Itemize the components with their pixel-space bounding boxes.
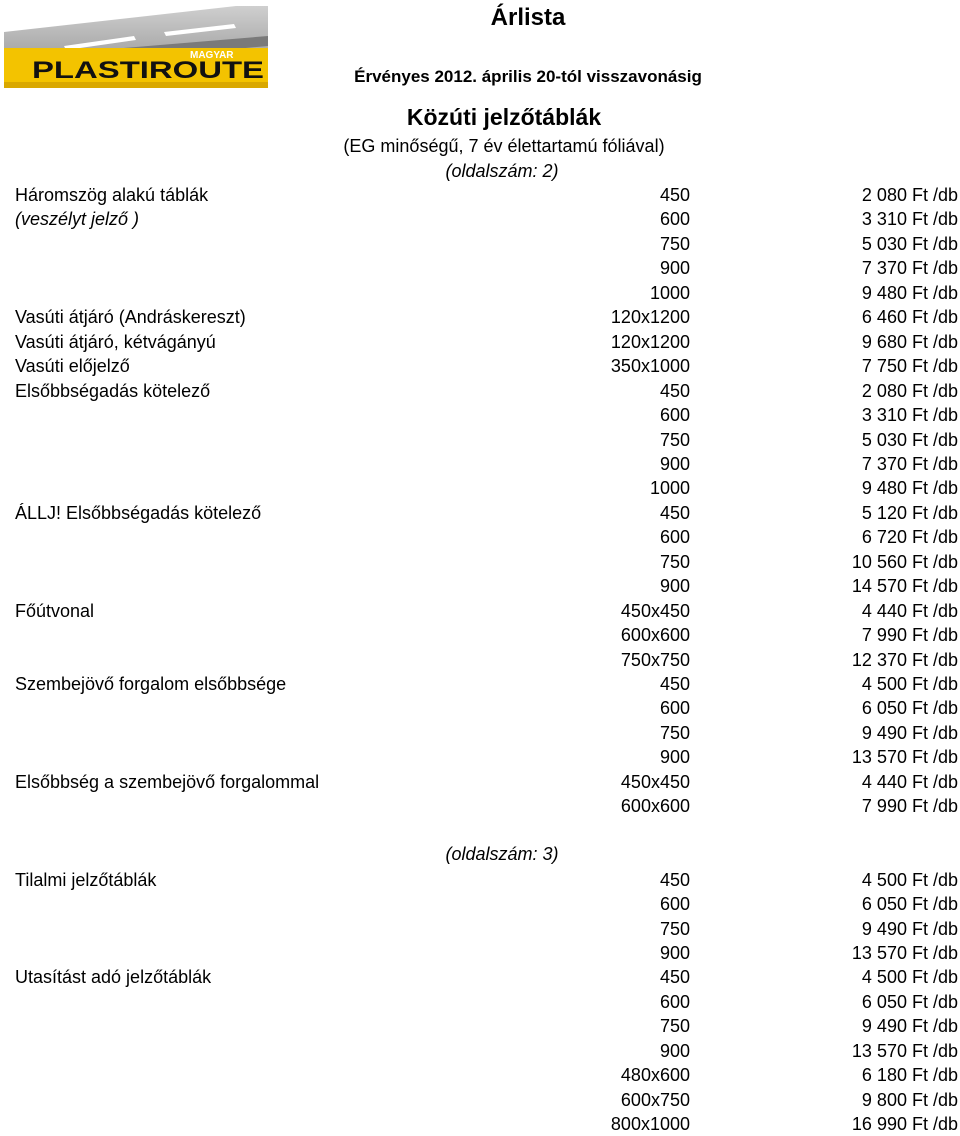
- sign-type: Vasúti előjelző: [15, 356, 130, 377]
- sign-size: 450: [659, 502, 690, 523]
- sign-size: 1000: [649, 282, 690, 303]
- sign-size: 600: [659, 991, 690, 1012]
- sign-price: 13 570 Ft /db: [851, 747, 958, 768]
- sign-price: 9 800 Ft /db: [861, 1089, 958, 1110]
- table-row: [0, 574, 960, 598]
- sign-type: Tilalmi jelzőtáblák: [15, 869, 157, 890]
- sign-size: 600: [659, 894, 690, 915]
- sign-size: 480x600: [620, 1065, 690, 1086]
- sign-size: 450: [659, 674, 690, 694]
- sign-size: 450x450: [620, 771, 690, 792]
- sign-size: 750: [659, 551, 690, 572]
- sign-price: 6 050 Ft /db: [861, 698, 958, 719]
- table-row: [0, 868, 960, 892]
- sign-size: 450: [659, 380, 690, 401]
- sign-price: 9 480 Ft /db: [861, 478, 958, 499]
- table-row: [0, 696, 960, 720]
- table-row: [0, 770, 960, 794]
- sign-type: Vasúti átjáró (Andráskereszt): [15, 307, 246, 328]
- table-row: [0, 452, 960, 476]
- sign-price: 9 480 Ft /db: [861, 282, 958, 303]
- sign-type: Elsőbbség a szembejövő forgalommal: [15, 771, 320, 792]
- table-row: [0, 525, 960, 549]
- table-row: [0, 379, 960, 403]
- sign-price: 6 050 Ft /db: [861, 894, 958, 915]
- sign-price: 4 440 Ft /db: [861, 771, 958, 792]
- sign-size: 600x600: [620, 625, 690, 646]
- sign-size: 750: [659, 918, 690, 939]
- sign-size: 750: [659, 722, 690, 743]
- sign-size: 600: [659, 698, 690, 719]
- table-row: [0, 354, 960, 378]
- table-row: [0, 965, 960, 989]
- sign-price: 2 080 Ft /db: [861, 185, 958, 205]
- sign-price: 10 560 Ft /db: [851, 551, 958, 572]
- table-row: [0, 305, 960, 329]
- sign-price: 5 030 Ft /db: [861, 233, 958, 254]
- sign-size: 600: [659, 209, 690, 230]
- sign-price: 7 990 Ft /db: [861, 796, 958, 817]
- sign-size: 750: [659, 233, 690, 254]
- table-row: [0, 1039, 960, 1063]
- table-row: [0, 917, 960, 941]
- sign-price: 4 500 Ft /db: [861, 967, 958, 988]
- table-row: [0, 745, 960, 769]
- sign-price: 13 570 Ft /db: [851, 942, 958, 963]
- sign-price: 4 500 Ft /db: [861, 674, 958, 694]
- sign-size: 450: [659, 869, 690, 890]
- table-row: [0, 1112, 960, 1136]
- sign-size: 750x750: [620, 649, 690, 670]
- section-title: Közúti jelzőtáblák: [406, 104, 602, 130]
- sign-type: Szembejövő forgalom elsőbbsége: [15, 674, 287, 694]
- table-row: [0, 403, 960, 427]
- logo-line1: MAGYAR: [190, 50, 234, 61]
- sign-type: Elsőbbségadás kötelező: [15, 380, 211, 401]
- sign-type: Háromszög alakú táblák: [15, 185, 209, 205]
- table-row: [0, 1014, 960, 1038]
- table-row: [0, 941, 960, 965]
- sign-price: 9 490 Ft /db: [861, 722, 958, 743]
- sign-price: 16 990 Ft /db: [851, 1114, 958, 1135]
- sign-price: 14 570 Ft /db: [851, 576, 958, 597]
- sign-size: 750: [659, 1016, 690, 1037]
- sign-price: 5 120 Ft /db: [861, 502, 958, 523]
- table-row: [0, 476, 960, 500]
- sign-size: 900: [659, 747, 690, 768]
- sign-size: 450: [659, 185, 690, 205]
- table-row: [0, 428, 960, 452]
- sign-size: 900: [659, 453, 690, 474]
- sign-size: 900: [659, 942, 690, 963]
- document-title: Árlista: [490, 4, 566, 31]
- sign-type: ÁLLJ! Elsőbbségadás kötelező: [15, 502, 262, 523]
- sign-price: 6 460 Ft /db: [861, 307, 958, 328]
- sign-price: 6 180 Ft /db: [861, 1065, 958, 1086]
- sign-size: 600: [659, 527, 690, 548]
- validity-note: Érvényes 2012. április 20-tól visszavonásig: [354, 67, 702, 86]
- table-row: [0, 672, 960, 696]
- table-row: [0, 648, 960, 672]
- sign-price: 3 310 Ft /db: [861, 405, 958, 426]
- sign-size: 800x1000: [610, 1114, 690, 1135]
- sign-size: 450x450: [620, 600, 690, 621]
- sign-price: 6 720 Ft /db: [861, 527, 958, 548]
- sign-price: 7 370 Ft /db: [861, 258, 958, 279]
- page-reference: (oldalszám: 2): [445, 161, 559, 181]
- sign-size: 1000: [649, 478, 690, 499]
- sign-size: 750: [659, 429, 690, 450]
- sign-price: 2 080 Ft /db: [861, 380, 958, 401]
- sign-size: 900: [659, 1040, 690, 1061]
- sign-price: 6 050 Ft /db: [861, 991, 958, 1012]
- sign-price: 4 500 Ft /db: [861, 869, 958, 890]
- page-reference: (oldalszám: 3): [445, 844, 559, 864]
- section-subtitle: (EG minőségű, 7 év élettartamú fóliával): [343, 136, 665, 156]
- sign-size: 450: [659, 967, 690, 988]
- table-row: [0, 623, 960, 647]
- sign-type: (veszélyt jelző ): [15, 209, 140, 230]
- table-row: [0, 183, 960, 207]
- table-row: [0, 990, 960, 1014]
- sign-price: 4 440 Ft /db: [861, 600, 958, 621]
- table-row: [0, 721, 960, 745]
- table-row: [0, 892, 960, 916]
- sign-size: 120x1200: [610, 307, 690, 328]
- table-row: [0, 550, 960, 574]
- sign-price: 9 490 Ft /db: [861, 918, 958, 939]
- table-row: [0, 794, 960, 818]
- sign-size: 600x600: [620, 796, 690, 817]
- sign-type: Vasúti átjáró, kétvágányú: [15, 331, 216, 352]
- table-row: [0, 501, 960, 525]
- sign-size: 900: [659, 258, 690, 279]
- table-row: [0, 330, 960, 354]
- table-row: [0, 1088, 960, 1112]
- sign-price: 5 030 Ft /db: [861, 429, 958, 450]
- sign-size: 120x1200: [610, 331, 690, 352]
- sign-type: Utasítást adó jelzőtáblák: [15, 967, 212, 988]
- sign-price: 7 750 Ft /db: [861, 356, 958, 377]
- sign-type: Főútvonal: [15, 600, 95, 621]
- sign-price: 9 680 Ft /db: [861, 331, 958, 352]
- sign-price: 9 490 Ft /db: [861, 1016, 958, 1037]
- table-row: [0, 599, 960, 623]
- sign-price: 13 570 Ft /db: [851, 1040, 958, 1061]
- sign-size: 900: [659, 576, 690, 597]
- table-row: [0, 207, 960, 231]
- sign-price: 7 370 Ft /db: [861, 453, 958, 474]
- table-row: [0, 256, 960, 280]
- table-row: [0, 232, 960, 256]
- table-row: [0, 281, 960, 305]
- sign-price: 7 990 Ft /db: [861, 625, 958, 646]
- logo-line2: PLASTIROUTE: [32, 57, 264, 84]
- sign-size: 350x1000: [610, 356, 690, 377]
- sign-size: 600x750: [620, 1089, 690, 1110]
- sign-price: 12 370 Ft /db: [851, 649, 958, 670]
- sign-price: 3 310 Ft /db: [861, 209, 958, 230]
- sign-size: 600: [659, 405, 690, 426]
- table-row: [0, 1063, 960, 1087]
